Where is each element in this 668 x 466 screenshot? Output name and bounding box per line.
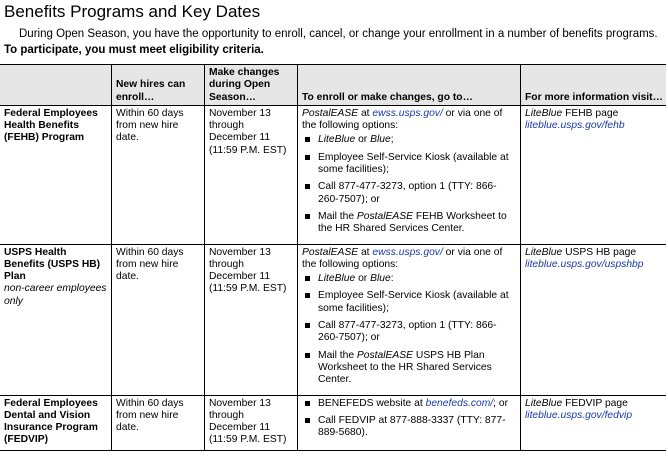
enroll-options-list — [302, 134, 517, 235]
bullet-icon — [305, 418, 310, 423]
option-text: Call FEDVIP at 877-888-3337 (TTY: 877-889-5680). — [318, 414, 506, 439]
column-header-new-hires: New hires can enroll… — [112, 65, 205, 106]
option-text: Employee Self-Service Kiosk (available at some facilities); — [318, 151, 509, 176]
table-row — [0, 105, 666, 244]
info-link[interactable]: liteblue.usps.gov/uspshbp — [525, 258, 644, 270]
option-em2-text: PostalEASE — [356, 349, 414, 361]
option-tail-text: : — [390, 273, 394, 285]
list-item — [302, 350, 517, 387]
benefits-table — [0, 64, 666, 451]
enroll-cell — [298, 105, 521, 244]
page-title: Benefits Programs and Key Dates — [4, 2, 261, 21]
list-item — [302, 415, 517, 440]
open-season-cell: November 13 through December 11 (11:59 P.M. EST) — [205, 105, 298, 244]
option-text: Mail the — [318, 349, 357, 361]
column-header-open-season: Make changes during Open Season… — [205, 65, 298, 106]
program-name: USPS Health Benefits (USPS HB) Plan — [4, 246, 101, 283]
program-name: Federal Employees Dental and Vision Insurance Program (FEDVIP) — [4, 397, 98, 446]
bullet-icon — [305, 323, 310, 328]
list-item — [302, 290, 517, 315]
list-item — [302, 134, 517, 146]
new-hire-cell: Within 60 days from new hire date. — [112, 244, 205, 395]
option-em2-text: Blue — [370, 134, 391, 146]
postalease-text: PostalEASE — [302, 246, 359, 258]
list-item — [302, 273, 517, 285]
list-item — [302, 320, 517, 345]
bullet-icon — [305, 276, 310, 281]
info-link[interactable]: liteblue.usps.gov/fehb — [525, 120, 625, 132]
option-text: or — [355, 134, 371, 146]
option-text: BENEFEDS website at — [318, 397, 426, 409]
enroll-options-list — [302, 273, 517, 386]
program-cell — [0, 105, 112, 244]
intro-bold-text: To participate, you must meet eligibility criteria. — [4, 43, 264, 56]
enroll-intro — [302, 247, 517, 272]
enroll-suffix-text: or via one of the following options: — [302, 107, 503, 132]
option-em2-text: PostalEASE — [356, 210, 414, 222]
option-text: Employee Self-Service Kiosk (available at some facilities); — [318, 290, 509, 314]
bullet-icon — [305, 137, 310, 142]
liteblue-text: LiteBlue — [525, 246, 563, 258]
option-text: Call 877-477-3273, option 1 (TTY: 866-260-7507); or — [318, 181, 497, 205]
enroll-intro — [302, 108, 517, 133]
list-item — [302, 181, 517, 206]
benefeds-link[interactable]: benefeds.com/ — [425, 397, 494, 409]
option-em-text: LiteBlue — [318, 134, 356, 146]
option-tail-text: USPS HB Plan Worksheet to the HR Shared Services Center. — [318, 349, 492, 386]
ewss-link[interactable]: ewss.usps.gov/ — [372, 246, 443, 258]
bullet-icon — [305, 293, 310, 298]
postalease-text: PostalEASE — [302, 107, 359, 119]
option-text: or — [355, 273, 371, 285]
table-row — [0, 244, 666, 395]
list-item — [302, 152, 517, 177]
option-tail-text: ; or — [493, 397, 509, 409]
table-row — [0, 395, 666, 450]
liteblue-text: LiteBlue — [525, 397, 563, 409]
option-em2-text: Blue — [370, 273, 391, 285]
table-header-row — [0, 65, 666, 106]
info-page-label — [525, 247, 663, 259]
column-header-more-info: For more information visit… — [521, 65, 667, 106]
info-page-label — [525, 398, 663, 410]
more-info-cell — [521, 244, 667, 395]
bullet-icon — [305, 155, 310, 160]
enroll-cell — [298, 244, 521, 395]
option-em-text: LiteBlue — [318, 273, 356, 285]
ewss-link[interactable]: ewss.usps.gov/ — [372, 107, 443, 119]
enroll-at-text: at — [358, 107, 373, 119]
info-page-text: FEDVIP page — [562, 397, 628, 409]
enroll-cell — [298, 395, 521, 450]
program-note: non-career employees only — [4, 283, 107, 307]
new-hire-cell: Within 60 days from new hire date. — [112, 105, 205, 244]
info-page-label — [525, 108, 663, 120]
more-info-cell — [521, 395, 667, 450]
list-item — [302, 398, 517, 410]
info-link[interactable]: liteblue.usps.gov/fedvip — [525, 409, 633, 421]
program-cell — [0, 395, 112, 450]
column-header-program — [0, 65, 112, 106]
info-page-text: FEHB page — [562, 107, 619, 119]
open-season-cell: November 13 through December 11 (11:59 P.M. EST) — [205, 244, 298, 395]
column-header-enroll: To enroll or make changes, go to… — [298, 65, 521, 106]
bullet-icon — [305, 184, 310, 189]
new-hire-cell: Within 60 days from new hire date. — [112, 395, 205, 450]
option-text: Mail the — [318, 210, 357, 222]
enroll-options-list — [302, 398, 517, 440]
option-text: Call 877-477-3273, option 1 (TTY: 866-260-7507); or — [318, 320, 497, 344]
enroll-at-text: at — [358, 246, 373, 258]
bullet-icon — [305, 401, 310, 406]
intro-paragraph — [4, 27, 662, 58]
more-info-cell — [521, 105, 667, 244]
bullet-icon — [305, 214, 310, 219]
liteblue-text: LiteBlue — [525, 107, 563, 119]
open-season-cell: November 13 through December 11 (11:59 P.M. EST) — [205, 395, 298, 450]
option-tail-text: FEHB Worksheet to the HR Shared Services Center. — [318, 210, 507, 235]
list-item — [302, 211, 517, 236]
option-tail-text: ; — [390, 134, 394, 146]
info-page-text: USPS HB page — [562, 246, 637, 258]
intro-text: During Open Season, you have the opportunity to enroll, cancel, or change your enrollment in a number of benefits programs. — [19, 28, 658, 40]
program-name: Federal Employees Health Benefits (FEHB) Program — [4, 107, 98, 144]
enroll-suffix-text: or via one of the following options: — [302, 246, 503, 270]
program-cell — [0, 244, 112, 395]
bullet-icon — [305, 353, 310, 358]
